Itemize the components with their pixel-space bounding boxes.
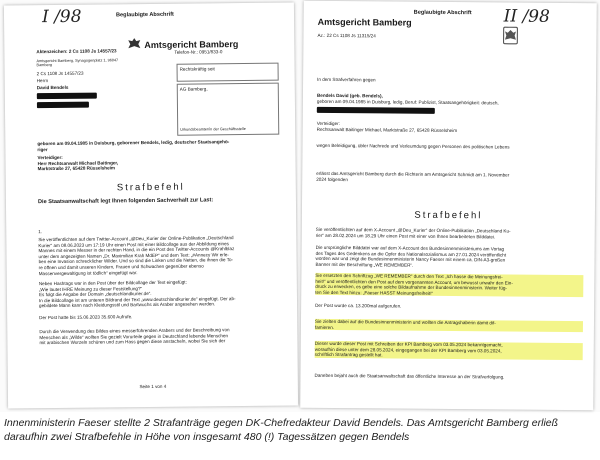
certification-box [177,83,280,136]
judge-line: erlässt das Amtsgericht Bamberg durch die Richterin am Amtsgericht Schmidt am 1. November 2024 folgenden [316,170,510,182]
redaction-bar [37,102,89,109]
charge-paragraph-2: Neben Hashtags war in den Post über der Bildcollage der Text eingefügt: „Wie lautet IHRE Meinung zu dieser Feststellung?“ Es folgt die Angabe der Domain „deutschlandkurier.de“. In die Bildcollage ist am unteren Bildrand der Text „www.deutschlandkurier.de“ eingefügt. Der ab- gebildete Mann kann nach Kleidungsstil und Bartwuchs als Araber angesehen werden. [38,279,236,309]
defender-block: Verteidiger: Rechtsanwalt Baitinger Michael, Marktstraße 27, 65428 Rüsselsheim [316,120,458,133]
handwritten-mark-1: I /98 [41,6,82,28]
highlighted-paragraph: Sie ersetzten den Schriftzug „WE REMEMBER“ durch den Text „Ich hasse die Meinungsfrei- heit!“ und veröffentlichten den Post auf dem vorgenannten Account, um bewusst unwahr den Ein- druck zu erwecken, es gebe eine solche Bildaufnahme der Bundesinnenministerin. Weiter füg- ten Sie den Text hinzu: „Faeser HASST Meinungsfreiheit!“ [315,273,583,298]
recipient-salutation: Herrn [36,78,49,84]
certified-copy-label: Beglaubigte Abschrift [115,11,174,19]
clerk-label: Urkundsbeamter/in der Geschäftsstelle [180,127,246,133]
strafbefehl-document-2 [300,1,597,411]
view-count: Der Post wurde ca. 13.200mal aufgerufen. [315,302,402,309]
case-number: Aktenzeichen: 2 Cs 1108 Js 14557/23 [36,48,117,55]
redaction-bar [37,93,97,100]
highlighted-paragraph: Sie zielten dabei auf die Bundesinnenministerin und wollten die Antragshaberin damit dif- famieren. [315,319,583,333]
charge-paragraph-1: Sie veröffentlichten auf dem Twitter-Account „@Deu_Kurier der Online-Publikation „Deutschland Kurier“ am 08.06.2023 um 17:19 Uhr einen Post mit einer Bildcollage aus der Abbildung eines Mannes mit einem Messer in der rechten Hand, in die ein Post des Twitter-Accounts @Krahlblaz unter dem angezeigten Namen „Dr. Maximilian Krah MdEP“ und dem Text: „#Annecy Wir erle- ben eine Invasion schrecklicher Wilder. Und so sind die Linken und die Netten, die ihnen die To- re öffnen und damit unseren Kindern, Frauen und Schwachen gegenüber ebenso Massenvergewaltigung ist tödlich“ eingefügt war. [38,235,235,276]
legal-force-label: Rechtskräftig seit [179,66,215,72]
document-title: Strafbefehl [116,181,185,194]
certification-court: AG Bamberg, [179,86,208,92]
reference-line: 2 Cs 1108 Js 14557/23 [36,70,84,77]
image-caption: Innenministerin Faeser stellte 2 Strafanträge gegen DK-Chefredakteur David Bendels. Das Amtsgericht Bamberg erließ daraufhin zwei Strafbefehle in Höhe von insgesamt 480 (!) Tagessätzen gegen Bendels [4,417,559,443]
defendant-name: Bendels David (geb. Bendels), [316,92,383,99]
strafbefehl-document-1 [4,2,298,408]
recipient-name: David Bendels [36,84,69,91]
legal-force-box [177,63,279,82]
case-number: Az.: 22 Cs 1108 Js 11315/24 [317,32,376,39]
phone-number: Telefon-Nr.: 0951/833-0 [174,49,223,55]
coat-of-arms-icon [126,36,142,52]
document-title: Strafbefehl [414,209,483,222]
coat-of-arms-icon [499,24,521,46]
defender-block: Verteidiger: Herr Rechtsanwalt Michael Baitinger, Marktstraße 27, 65428 Rüsselsheim [37,154,119,172]
charge-line: wegen Beleidigung, übler Nachrede und Verleumdung gegen Personen des politischen Lebens [316,142,510,150]
proceedings-intro: In dem Strafverfahren gegen [317,76,376,83]
court-name: Amtsgericht Bamberg [317,16,412,28]
sender-address: Amtsgericht Bamberg, Synagogenplatz 1, 96047 Bamberg [36,58,119,68]
defendant-birth: geboren am 09.04.1985 in Duisburg, ledig, Beruf: Publizist, Staatsangehörigkeit: deutsch, [316,98,499,106]
charge-paragraph-3: Durch die Verwendung des Bildes eines messerführenden Arabers und der Beschreibung von Menschen als „Wilde“ wollten Sie gezielt Vorurteile gegen in Deutschland lebende Menschen mit arabischen Wurzeln schüren und zum Hass gegen diese anstacheln, wobei Sie sich der [39,327,230,346]
charge-paragraph-2: Die ursprüngliche Bilddatei war auf dem X-Account des Bundesinnenministeriums am Vortag des Tages des Gedenkens an die Opfer des Nationalsozialismus am 27.01.2024 veröffentlicht worden war und zeigt die Bundesinnenministerin Nancy Faeser mit einem ca. DIN-A3-großen Banner mit der Beschriftung „WE REMEMBER“. [315,244,507,268]
charge-intro: Die Staatsanwaltschaft legt Ihnen folgenden Sachverhalt zur Last: [37,197,214,206]
certified-copy-label: Beglaubigte Abschrift [413,9,472,17]
charge-paragraph-1: Sie veröffentlichten auf dem X-Account „@Deu_Kurier“ der Online-Publikation „Deutschland Ku- rier“ am 28.02.2024 um 18.29 Uhr einen Post mit einer von Ihnen bearbeiteten Bilddatei. [315,226,511,240]
redaction-bar [317,107,435,114]
court-name: Amtsgericht Bamberg [144,39,239,51]
handwritten-mark-2: II /98 [503,6,550,27]
public-interest-line: Daneben bejaht auch die Staatsanwaltschaft das öffentliche Interesse an der Strafverfolgung. [314,372,505,380]
birth-line: geboren am 09.04.1985 in Duisburg, geborener Bendels, ledig, deutscher Staatsangehö- riger [37,139,230,152]
view-count: Der Post hatte bis 15.06.2023 35.600 Aufrufe. [39,314,133,321]
highlighted-paragraph: Dieser wurde dieser Post mit Schreiben der KPI Bamberg vom 03.05.2024 bekanntgemacht, woraufhin diese unter dem 28.05.2024, eingegangen bei der KPI Bamberg vom 03.05.2024, schriftlich Strafantrag gestellt hat. [315,341,583,360]
page-footer: Seite 1 von 4 [139,383,167,390]
item-number: 1. [38,229,43,235]
